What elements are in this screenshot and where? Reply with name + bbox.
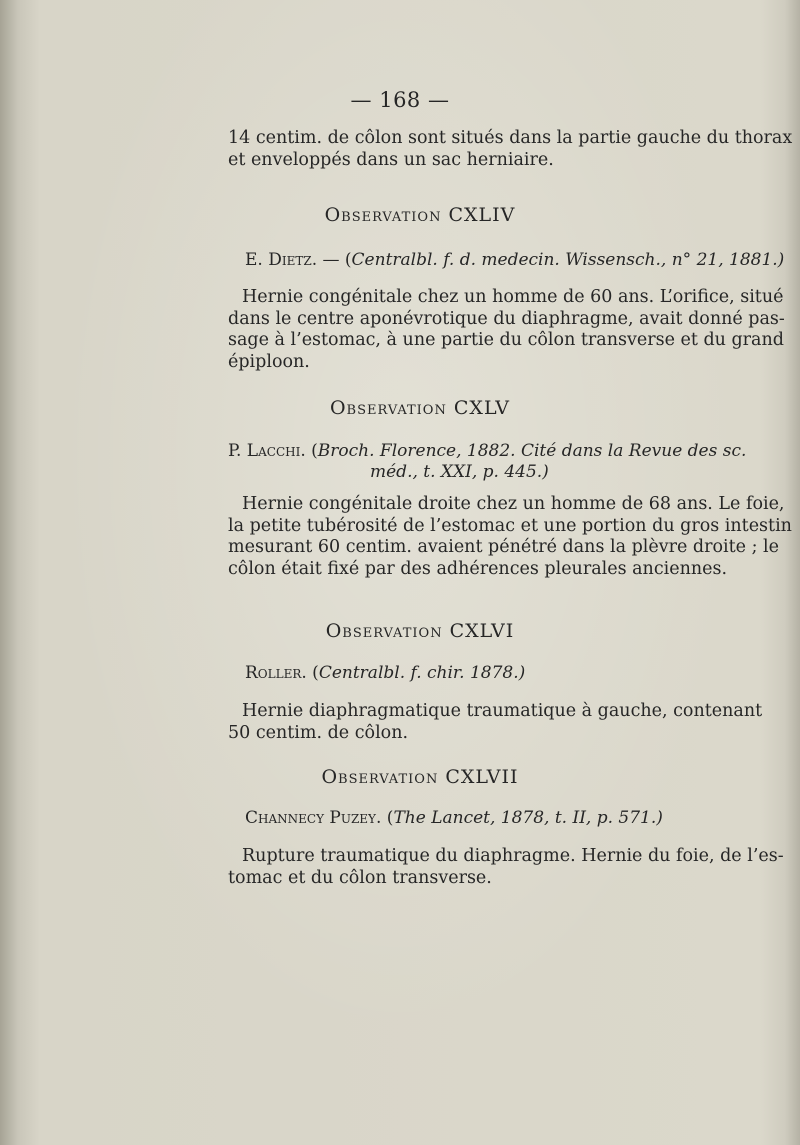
- text-line: Hernie diaphragmatique traumatique à gauche, contenant: [242, 701, 763, 721]
- reference-source: Broch. Florence, 1882. Cité dans la Revue des sc.: [317, 441, 747, 461]
- observation-heading: Observation CXLIV: [324, 204, 516, 226]
- text-line: 50 centim. de côlon.: [228, 722, 409, 743]
- reference-author: P. Lacchi.: [228, 441, 306, 461]
- reference-separator: (: [381, 808, 394, 828]
- reference-separator: — (: [317, 250, 352, 270]
- text-line: dans le centre aponévrotique du diaphragme, avait donné pas-: [228, 308, 785, 329]
- observation-heading: Observation CXLV: [329, 397, 511, 419]
- text-line: Hernie congénitale droite chez un homme de 68 ans. Le foie,: [242, 494, 785, 514]
- reference-author: Channecy Puzey.: [245, 808, 382, 828]
- reference-source-continued: méd., t. XXI, p. 445.): [370, 462, 549, 482]
- observation-reference: [228, 441, 747, 482]
- text-line: tomac et du côlon transverse.: [228, 867, 492, 888]
- reference-source: The Lancet, 1878, t. II, p. 571.): [393, 808, 663, 828]
- reference-separator: (: [306, 663, 319, 683]
- observation-body: [228, 846, 784, 889]
- text-line: 14 centim. de côlon sont situés dans la partie gauche du thorax: [228, 128, 793, 148]
- observation-heading: Observation CXLVI: [325, 620, 515, 642]
- text-line: la petite tubérosité de l’estomac et une portion du gros intestin: [228, 515, 792, 536]
- observation-reference: [245, 663, 525, 683]
- text-line: et enveloppés dans un sac herniaire.: [228, 149, 554, 170]
- text-line: mesurant 60 centim. avaient pénétré dans la plèvre droite ; le: [228, 537, 779, 557]
- text-line: épiploon.: [228, 351, 310, 372]
- observation-heading: Observation CXLVII: [321, 766, 519, 788]
- text-line: Hernie congénitale chez un homme de 60 ans. L’orifice, situé: [242, 287, 784, 307]
- reference-author: E. Dietz.: [245, 250, 318, 270]
- observation-body: [228, 701, 763, 744]
- observation-body: [228, 494, 792, 580]
- observation-body: [228, 287, 785, 373]
- reference-author: Roller.: [245, 663, 307, 683]
- text-line: sage à l’estomac, à une partie du côlon transverse et du grand: [228, 330, 784, 350]
- observation-reference: [245, 808, 663, 828]
- reference-separator: (: [305, 441, 318, 461]
- text-line: Rupture traumatique du diaphragme. Hernie du foie, de l’es-: [242, 846, 784, 866]
- intro-paragraph: [228, 128, 793, 171]
- reference-source: Centralbl. f. chir. 1878.): [318, 663, 526, 683]
- reference-source: Centralbl. f. d. medecin. Wissensch., n° 21, 1881.): [351, 250, 785, 270]
- text-line: côlon était fixé par des adhérences pleurales anciennes.: [228, 558, 728, 579]
- page-number: — 168 —: [350, 88, 450, 112]
- observation-reference: [245, 250, 784, 270]
